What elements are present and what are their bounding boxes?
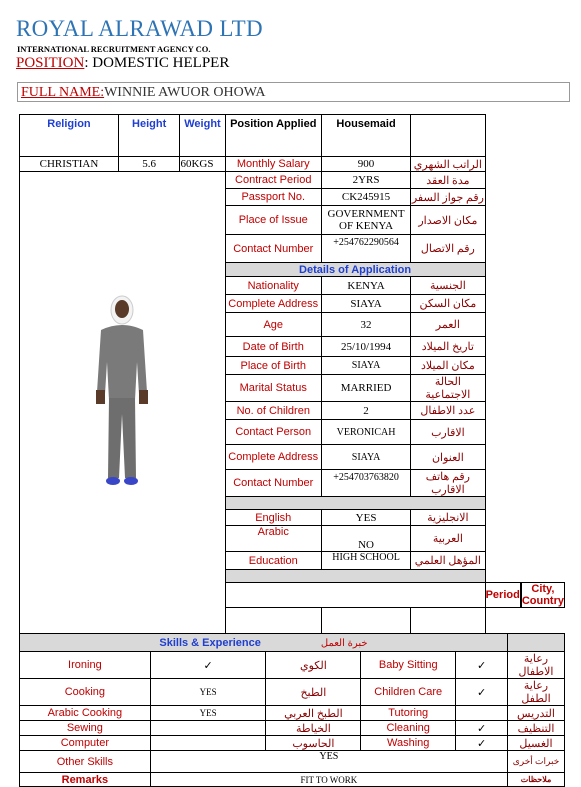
field-label: Place of Issue: [225, 206, 321, 235]
field-arabic: مدة العقد: [411, 172, 485, 189]
field-arabic: مكان الاصدار: [411, 206, 485, 235]
detail-arabic: العمر: [411, 313, 485, 337]
company-name: ROYAL ALRAWAD LTD: [16, 16, 263, 41]
detail-label: Date of Birth: [225, 337, 321, 357]
period-header: Period: [485, 583, 520, 608]
city-country-header: City, Country: [521, 583, 564, 607]
position-applied-header: Position Applied: [225, 115, 321, 157]
detail-value: MARRIED: [321, 375, 410, 402]
detail-label: Place of Birth: [225, 357, 321, 375]
skill-label: Children Care: [361, 679, 456, 706]
skill-value: ✓: [456, 679, 508, 706]
detail-arabic: رقم هاتف الاقارب: [411, 470, 485, 497]
skill-value: ✓: [456, 736, 508, 751]
detail-arabic: الحالة الاجتماعية: [411, 375, 485, 402]
religion-header: Religion: [20, 115, 119, 157]
fullname-value: WINNIE AWUOR OHOWA: [104, 85, 266, 100]
position-line: [16, 55, 229, 72]
main-table: [19, 114, 565, 648]
skill-label: Ironing: [20, 652, 151, 679]
details-title: Details of Application: [225, 263, 485, 277]
other-skills-value: YES: [150, 751, 507, 773]
skill-arabic: التنظيف: [508, 721, 565, 736]
field-label: Contact Number: [225, 235, 321, 263]
skills-title-text: Skills & Experience: [159, 636, 261, 649]
field-value: +254762290564: [321, 235, 410, 263]
blank-header: [411, 115, 485, 157]
language-label: Arabic: [225, 526, 321, 552]
language-label: Education: [225, 552, 321, 570]
skill-value: ✓: [456, 652, 508, 679]
photo-fill: [225, 583, 485, 608]
skill-arabic: الخياطة: [266, 721, 361, 736]
detail-value: KENYA: [321, 277, 410, 295]
worker-photo: [89, 292, 155, 488]
detail-value: SIAYA: [321, 295, 410, 313]
weight-value: 60KGS: [180, 157, 225, 172]
skills-table: [19, 633, 565, 787]
position-label: POSITION: [16, 55, 85, 71]
skill-label: Cooking: [20, 679, 151, 706]
skill-arabic: الطبخ: [266, 679, 361, 706]
skill-arabic: الغسيل: [508, 736, 565, 751]
field-value: 900: [321, 157, 410, 172]
detail-value: 32: [321, 313, 410, 337]
height-header: Height: [118, 115, 180, 157]
detail-arabic: العنوان: [411, 445, 485, 470]
company-subtitle: INTERNATIONAL RECRUITMENT AGENCY CO.: [17, 44, 211, 54]
language-value: YES: [321, 510, 410, 526]
language-arabic: المؤهل العلمي: [411, 552, 485, 570]
detail-label: Nationality: [225, 277, 321, 295]
housemaid-header: Housemaid: [321, 115, 410, 157]
detail-value: SIAYA: [321, 357, 410, 375]
skill-label: Arabic Cooking: [20, 706, 151, 721]
fullname-box: [17, 82, 570, 102]
language-arabic: الانجليزية: [411, 510, 485, 526]
skill-value: ✓: [150, 652, 266, 679]
skill-arabic: الكوي: [266, 652, 361, 679]
skill-label: Washing: [361, 736, 456, 751]
skill-arabic: التدريس: [508, 706, 565, 721]
language-value: HIGH SCHOOL: [321, 552, 410, 570]
skill-arabic: رعاية الاطفال: [508, 652, 565, 679]
spacer-row: [225, 570, 485, 583]
skill-label: Baby Sitting: [361, 652, 456, 679]
weight-header: Weight: [180, 115, 225, 157]
language-value: NO: [321, 526, 410, 552]
detail-label: Age: [225, 313, 321, 337]
detail-label: Complete Address: [225, 445, 321, 470]
detail-label: Contact Person: [225, 420, 321, 445]
skill-arabic: الطبخ العربي: [266, 706, 361, 721]
other-skills-label: Other Skills: [20, 751, 151, 773]
field-arabic: رقم الاتصال: [411, 235, 485, 263]
detail-label: Complete Address: [225, 295, 321, 313]
skill-label: Cleaning: [361, 721, 456, 736]
field-value: 2YRS: [321, 172, 410, 189]
skill-arabic: الحاسوب: [266, 736, 361, 751]
skill-arabic: رعاية الطفل: [508, 679, 565, 706]
photo-cell: [20, 172, 226, 608]
field-value: CK245915: [321, 189, 410, 206]
field-label: Passport No.: [225, 189, 321, 206]
height-value: 5.6: [118, 157, 180, 172]
detail-arabic: عدد الاطفال: [411, 402, 485, 420]
detail-value: +254703763820: [321, 470, 410, 497]
detail-value: VERONICAH: [321, 420, 410, 445]
remarks-value: FIT TO WORK: [150, 773, 507, 787]
detail-label: Contact Number: [225, 470, 321, 497]
field-label: Monthly Salary: [225, 157, 321, 172]
skills-title: [20, 634, 508, 652]
skill-value: [150, 721, 266, 736]
field-value: GOVERNMENT OF KENYA: [321, 206, 410, 235]
skill-label: Sewing: [20, 721, 151, 736]
skill-value: ✓: [456, 721, 508, 736]
religion-value: CHRISTIAN: [20, 157, 119, 172]
skill-label: Tutoring: [361, 706, 456, 721]
remarks-label: Remarks: [20, 773, 151, 787]
skills-title-blank: [508, 634, 565, 652]
skill-label: Computer: [20, 736, 151, 751]
detail-label: Marital Status: [225, 375, 321, 402]
skills-title-arabic: خبرة العمل: [320, 637, 368, 649]
detail-value: 2: [321, 402, 410, 420]
skill-value: [150, 736, 266, 751]
language-arabic: العربية: [411, 526, 485, 552]
language-label: English: [225, 510, 321, 526]
fullname-label: FULL NAME:: [21, 85, 105, 100]
detail-value: SIAYA: [321, 445, 410, 470]
field-arabic: الراتب الشهري: [411, 157, 485, 172]
remarks-arabic: ملاحظات: [508, 773, 565, 787]
position-value: : DOMESTIC HELPER: [84, 55, 230, 71]
detail-label: No. of Children: [225, 402, 321, 420]
detail-value: 25/10/1994: [321, 337, 410, 357]
spacer-row: [225, 497, 485, 510]
detail-arabic: الجنسية: [411, 277, 485, 295]
detail-arabic: الاقارب: [411, 420, 485, 445]
skill-value: YES: [150, 706, 266, 721]
skill-value: [456, 706, 508, 721]
field-arabic: رقم جواز السفر: [411, 189, 485, 206]
detail-arabic: مكان الميلاد: [411, 357, 485, 375]
skill-value: YES: [150, 679, 266, 706]
detail-arabic: مكان السكن: [411, 295, 485, 313]
field-label: Contract Period: [225, 172, 321, 189]
other-skills-arabic: خبرات أخرى: [508, 751, 565, 773]
detail-arabic: تاريخ الميلاد: [411, 337, 485, 357]
